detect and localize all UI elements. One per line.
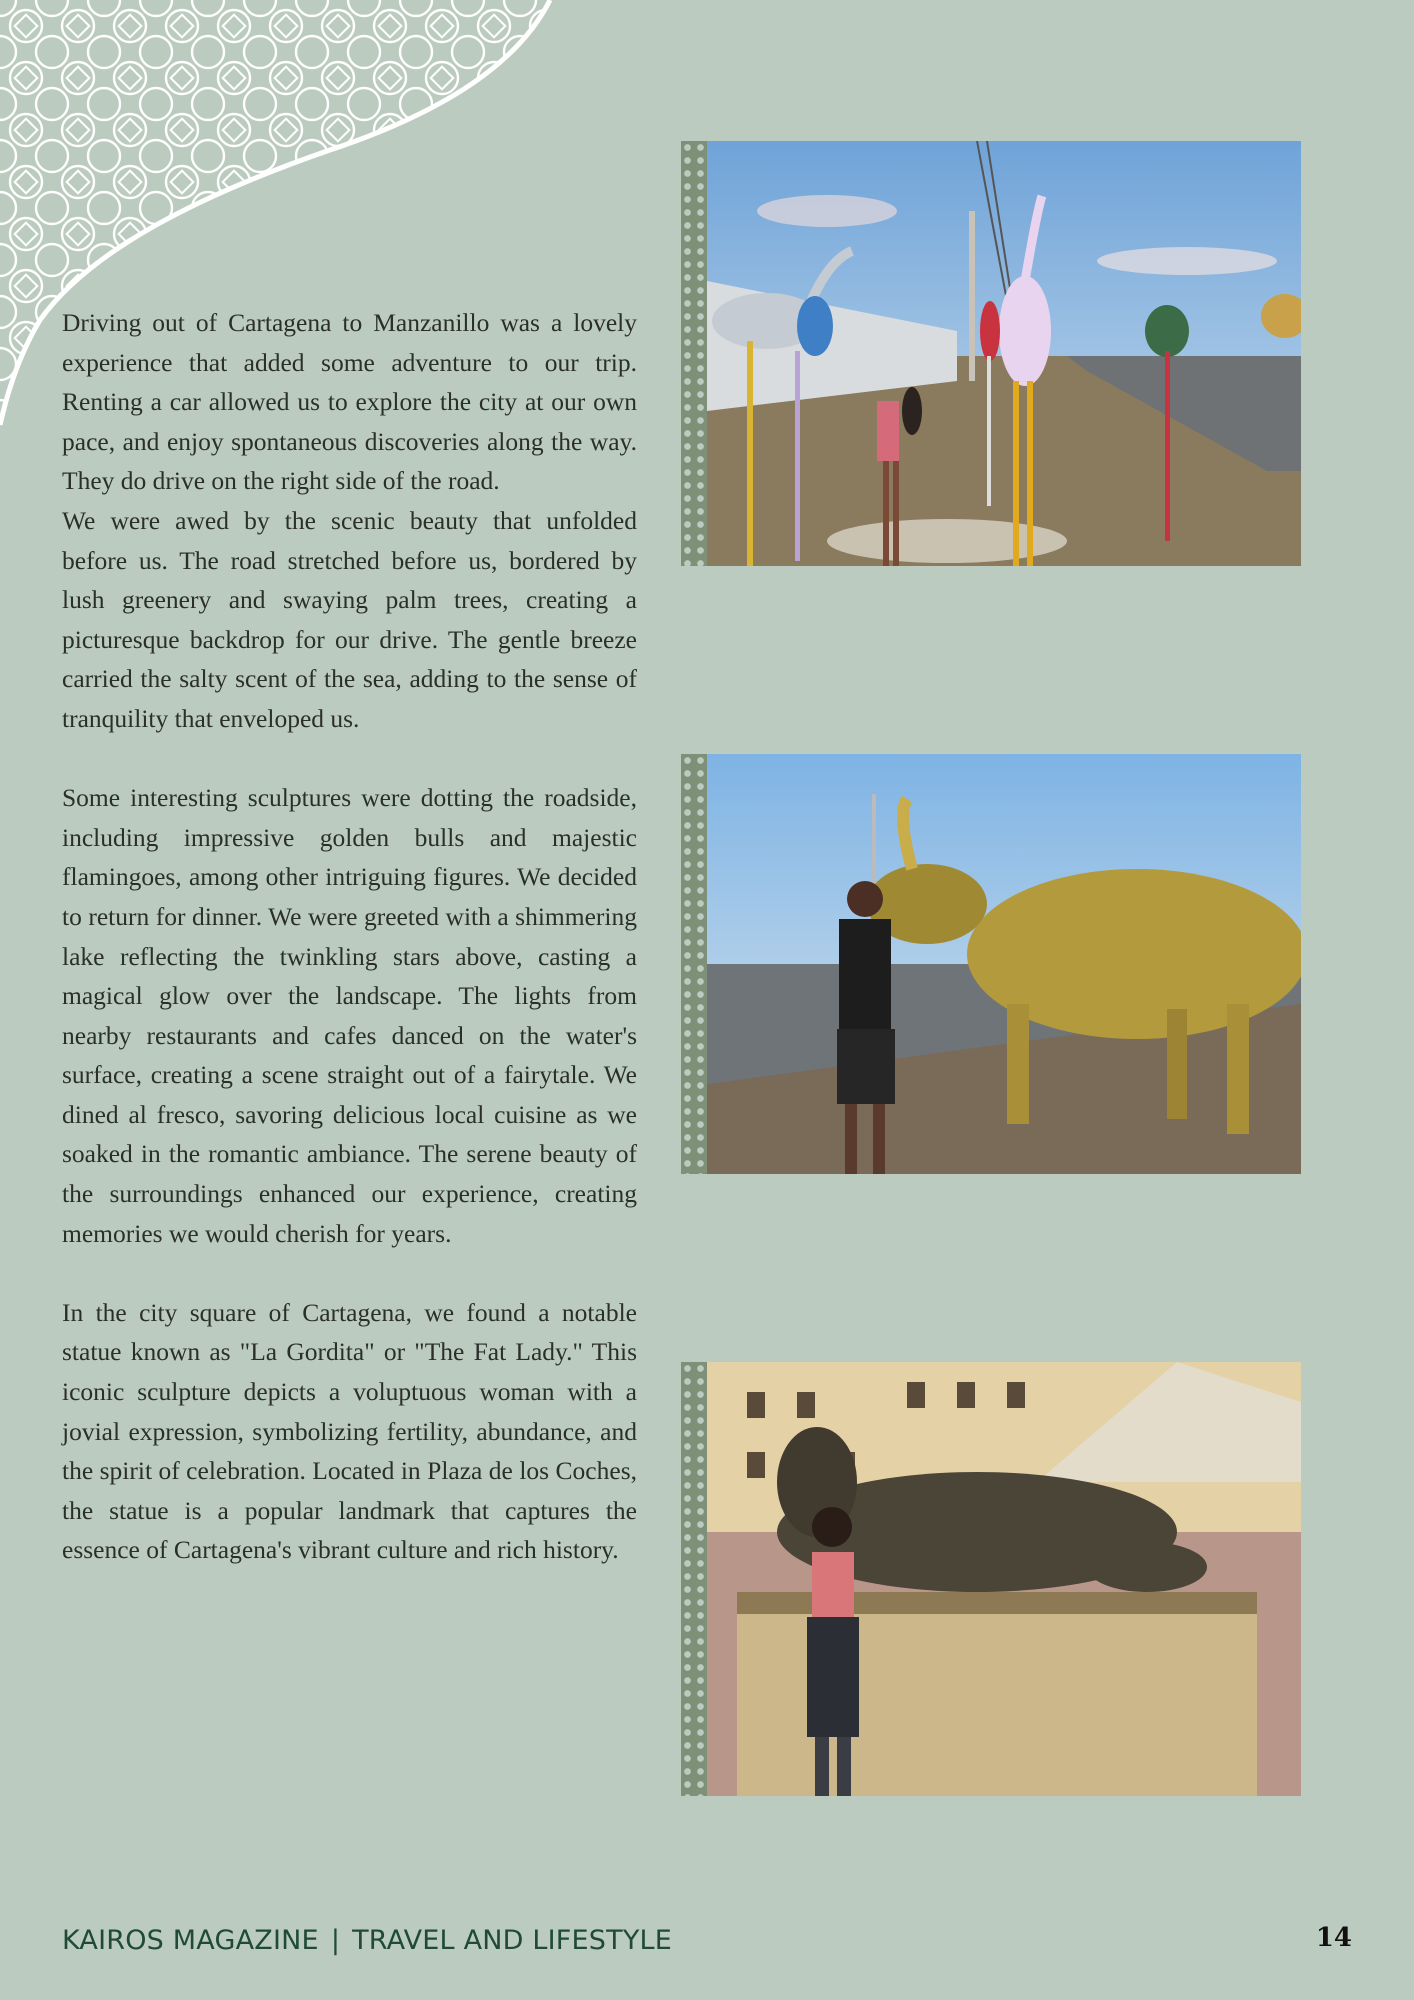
photo-dotted-border — [681, 141, 707, 566]
paragraph-sculptures: Some interesting sculptures were dotting the roadside, including impressive golden bulls and majestic flamingoes, among other intriguing figures. We decided to return for dinner. We were greeted with a shimmering lake reflecting the twinkling stars above, casting a magical glow over the landscape. The lights from nearby restaurants and cafes danced on the water's surface, creating a scene straight out of a fairytale. We dined al fresco, savoring delicious local cuisine as we soaked in the romantic ambiance. The serene beauty of the surroundings enhanced our experience, creating memories we would cherish for years. — [62, 783, 637, 1248]
article-body — [62, 303, 637, 1570]
footer-magazine-title — [62, 1925, 672, 1956]
section-name: TRAVEL AND LIFESTYLE — [352, 1925, 673, 1956]
photo-golden-bull — [681, 754, 1301, 1174]
photo-la-gordita-statue — [681, 1362, 1301, 1796]
page-number: 14 — [1315, 1923, 1352, 1953]
photo-dotted-border — [681, 1362, 707, 1796]
paragraph-driving: Driving out of Cartagena to Manzanillo was a lovely experience that added some adventure to our trip. Renting a car allowed us to explore the city at our own pace, and enjoy spontaneous discoveries along the way. They do drive on the right side of the road. — [62, 308, 637, 496]
photo-flamingo-sculptures — [681, 141, 1301, 566]
paragraph-la-gordita: In the city square of Cartagena, we found a notable statue known as "La Gordita" or "The Fat Lady." This iconic sculpture depicts a voluptuous woman with a jovial expression, symbolizing fertility, abundance, and the spirit of celebration. Located in Plaza de los Coches, the statue is a popular landmark that captures the essence of Cartagena's vibrant culture and rich history. — [62, 1297, 637, 1565]
footer-separator: | — [330, 1925, 341, 1956]
paragraph-scenic-beauty: We were awed by the scenic beauty that unfolded before us. The road stretched before us, bordered by lush greenery and swaying palm trees, creating a picturesque backdrop for our drive. The gentle breeze carried the salty scent of the sea, adding to the sense of tranquility that enveloped us. — [62, 505, 637, 733]
photo-dotted-border — [681, 754, 707, 1174]
magazine-name: KAIROS MAGAZINE — [62, 1925, 319, 1956]
